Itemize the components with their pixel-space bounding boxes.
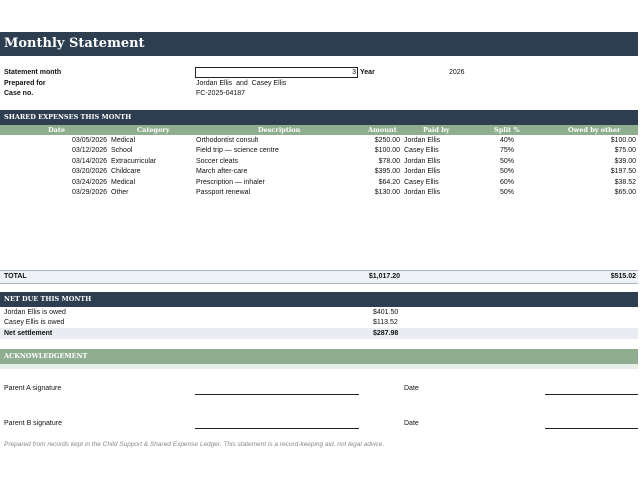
cell-paid-by: Casey Ellis [404, 178, 439, 186]
parent-b-date-line[interactable] [545, 428, 638, 429]
net-due-header [0, 292, 638, 307]
cell-owed: $100.00 [610, 137, 636, 144]
col-split: Split % [494, 126, 520, 134]
cell-category: Extracurricular [111, 157, 157, 165]
table-row[interactable] [0, 178, 638, 188]
cell-amount: $64.20 [378, 178, 400, 186]
cell-category: School [111, 147, 133, 155]
parent-a-signature-line[interactable] [195, 394, 359, 395]
cell-category: Childcare [111, 168, 141, 176]
parent-a-signature-label: Parent A signature [4, 385, 62, 392]
statement-month-input[interactable]: 3 [195, 67, 358, 78]
cell-description: March after-care [196, 168, 248, 176]
cell-amount: $250.00 [374, 137, 400, 144]
cell-date: 03/20/2026 [72, 168, 108, 176]
case-no-label: Case no. [4, 90, 34, 97]
net-due-row [0, 318, 638, 328]
cell-owed: $75.00 [614, 147, 636, 155]
expense-table-header [0, 125, 638, 135]
cell-split: 50% [500, 189, 515, 196]
parent-b-signature-line[interactable] [195, 428, 359, 429]
parent-b-signature-label: Parent B signature [4, 420, 62, 427]
cell-paid-by: Jordan Ellis [404, 189, 441, 196]
title-bar [0, 32, 638, 56]
case-no-value[interactable]: FC-2025-04187 [196, 90, 246, 97]
cell-split: 40% [500, 137, 515, 144]
net-due-row-label: Casey Ellis is owed [4, 319, 65, 326]
cell-category: Other [111, 189, 129, 196]
total-owed: $515.02 [610, 273, 636, 280]
page-title: Monthly Statement [4, 36, 145, 51]
cell-amount: $100.00 [374, 147, 400, 155]
cell-date: 03/24/2026 [72, 178, 108, 186]
cell-paid-by: Casey Ellis [404, 147, 439, 155]
cell-owed: $39.00 [614, 157, 636, 165]
cell-date: 03/14/2026 [72, 157, 108, 165]
net-settlement-value: $287.98 [373, 330, 399, 337]
cell-description: Passport renewal [196, 189, 251, 196]
parent-b-date-label: Date [404, 420, 419, 427]
cell-date: 03/05/2026 [72, 137, 108, 144]
table-row[interactable] [0, 167, 638, 177]
col-category: Category [137, 126, 170, 134]
cell-description: Field trip — science centre [196, 147, 279, 155]
acknowledgement-band [0, 364, 638, 369]
net-due-row-value: $113.52 [373, 319, 398, 326]
col-paid-by: Paid by [423, 126, 450, 134]
cell-split: 50% [500, 157, 515, 165]
net-settlement-row [0, 328, 638, 339]
table-row[interactable] [0, 188, 638, 198]
cell-description: Prescription — inhaler [196, 178, 265, 186]
col-description: Description [258, 126, 301, 134]
cell-amount: $395.00 [374, 168, 400, 176]
cell-amount: $78.00 [378, 157, 400, 165]
cell-owed: $38.52 [614, 178, 636, 186]
statement-month-label: Statement month [4, 69, 62, 76]
cell-paid-by: Jordan Ellis [404, 157, 441, 165]
cell-owed: $197.50 [610, 168, 636, 176]
table-row[interactable] [0, 146, 638, 156]
cell-description: Orthodontist consult [196, 137, 259, 144]
acknowledgement-header [0, 349, 638, 364]
prepared-for-label: Prepared for [4, 80, 46, 87]
total-label: TOTAL [4, 273, 27, 280]
cell-amount: $130.00 [374, 189, 400, 196]
cell-paid-by: Jordan Ellis [404, 168, 441, 176]
table-row[interactable] [0, 157, 638, 167]
parent-a-date-line[interactable] [545, 394, 638, 395]
total-amount: $1,017.20 [368, 273, 400, 280]
prepared-for-value[interactable]: Jordan Ellis and Casey Ellis [196, 80, 287, 87]
footer-note: Prepared from records kept in the Child Support & Shared Expense Ledger. This statement is a record-keeping aid, not legal advice. [4, 441, 385, 448]
cell-description: Soccer cleats [196, 157, 239, 165]
table-row[interactable] [0, 136, 638, 146]
shared-expenses-title: SHARED EXPENSES THIS MONTH [4, 113, 132, 121]
cell-date: 03/29/2026 [72, 189, 108, 196]
cell-split: 75% [500, 147, 515, 155]
cell-category: Medical [111, 137, 136, 144]
shared-expenses-header [0, 110, 638, 125]
net-due-row [0, 308, 638, 318]
total-row [0, 270, 638, 284]
net-due-row-label: Jordan Ellis is owed [4, 309, 66, 316]
year-value[interactable]: 2026 [449, 69, 465, 76]
year-label: Year [360, 69, 375, 76]
cell-paid-by: Jordan Ellis [404, 137, 441, 144]
cell-category: Medical [111, 178, 136, 186]
cell-owed: $65.00 [614, 189, 636, 196]
net-due-title: NET DUE THIS MONTH [4, 295, 92, 303]
net-settlement-label: Net settlement [4, 330, 53, 337]
col-owed: Owed by other [568, 126, 621, 134]
cell-split: 50% [500, 168, 515, 176]
cell-date: 03/12/2026 [72, 147, 108, 155]
net-due-row-value: $401.50 [373, 309, 399, 316]
col-amount: Amount [368, 126, 397, 134]
acknowledgement-title: ACKNOWLEDGEMENT [4, 352, 88, 360]
parent-a-date-label: Date [404, 385, 419, 392]
cell-split: 60% [500, 178, 515, 186]
col-date: Date [48, 126, 65, 134]
